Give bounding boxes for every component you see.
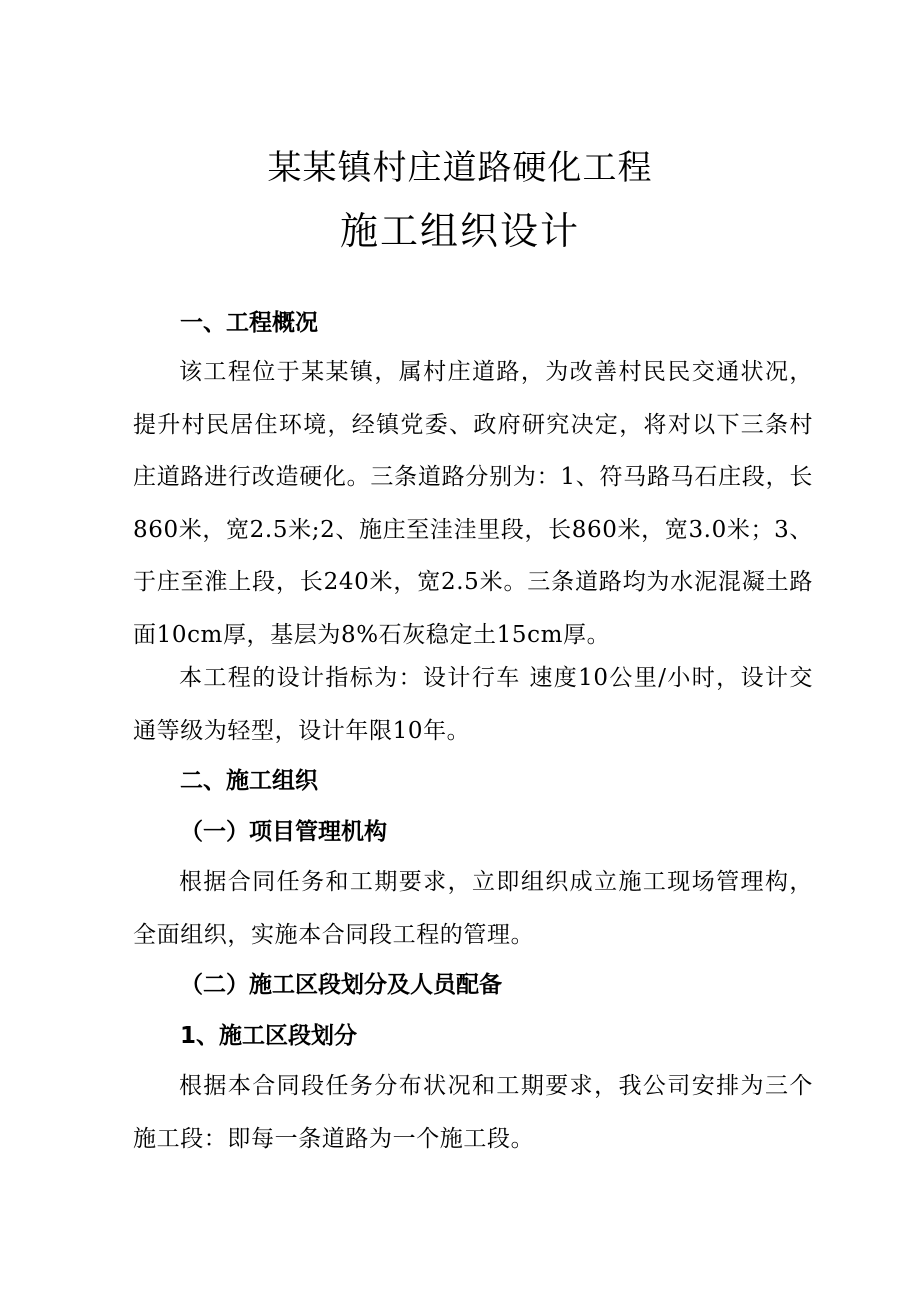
section2-heading: 二、施工组织 (180, 768, 318, 794)
subsection2-heading: （二）施工区段划分及人员配备 (180, 972, 502, 998)
subsection1-heading: （一）项目管理机构 (180, 819, 387, 845)
section1-heading: 一、工程概况 (180, 310, 318, 336)
document-title-line1: 某某镇村庄道路硬化工程 (267, 148, 653, 188)
document-title-line2: 施工组织设计 (339, 209, 580, 253)
item1-paragraph: 根据本合同段任务分布状况和工期要求，我公司安排为三个施工段：即每一条道路为一个施工段。 (133, 1073, 813, 1152)
subsection1-paragraph: 根据合同任务和工期要求，立即组织成立施工现场管理构，全面组织，实施本合同段工程的管理。 (133, 869, 813, 948)
section1-paragraph2: 本工程的设计指标为：设计行车 速度10公里/小时，设计交通等级为轻型，设计年限10年。 (133, 665, 813, 744)
section1-paragraph1: 该工程位于某某镇，属村庄道路，为改善村民民交通状况，提升村民居住环境，经镇党委、政府研究决定，将对以下三条村庄道路进行改造硬化。三条道路分别为：1、符马路马石庄段，长860米，宽2.5米;2、施庄至洼洼里段，长860米，宽3.0米；3、于庄至淮上段，长240米，宽2.5米。三条道路均为水泥混凝土路面10cm厚，基层为8%石灰稳定土15cm厚。 (133, 359, 813, 648)
item1-heading: 1、施工区段划分 (180, 1023, 358, 1049)
